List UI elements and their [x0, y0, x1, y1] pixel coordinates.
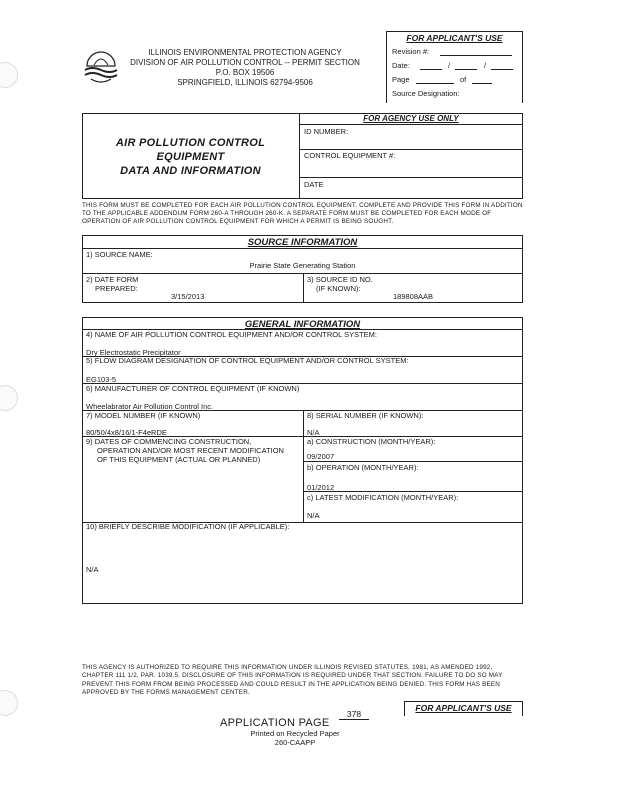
form-title-line1: AIR POLLUTION CONTROL: [115, 137, 266, 149]
footer-line1: THIS AGENCY IS AUTHORIZED TO REQUIRE THIS INFORMATION UNDER ILLINOIS REVISED STATUTES, 1981, AS AMENDED 1992,: [82, 664, 493, 671]
binder-hole: [0, 62, 18, 88]
form-title-line2: EQUIPMENT: [156, 151, 225, 163]
q9a-label: a) CONSTRUCTION (MONTH/YEAR):: [307, 437, 436, 446]
applicant-use-box-bottom: [404, 701, 523, 716]
agency-division: DIVISION OF AIR POLLUTION CONTROL -- PERMIT SECTION: [130, 58, 360, 67]
footer-line4: APPROVED BY THE FORMS MANAGEMENT CENTER.: [82, 688, 250, 696]
q10-value[interactable]: N/A: [86, 565, 99, 574]
agency-header: [120, 48, 370, 88]
binder-hole: [0, 385, 18, 411]
date-month-field[interactable]: [420, 69, 442, 70]
q5-label: 5) FLOW DIAGRAM DESIGNATION OF CONTROL EQUIPMENT AND/OR CONTROL SYSTEM:: [86, 356, 409, 365]
page-label: Page: [392, 75, 410, 84]
instructions-line3: OPERATION OF AIR POLLUTION CONTROL EQUIPMENT FOR WHICH A PERMIT IS BEING SOUGHT.: [82, 218, 394, 225]
q9a-value[interactable]: 09/2007: [307, 452, 335, 461]
date-year-field[interactable]: [491, 69, 513, 70]
source-id-label: 3) SOURCE ID NO.: [307, 275, 373, 284]
date-label: Date:: [392, 61, 410, 70]
source-designation-label: Source Designation:: [392, 89, 460, 98]
instructions-line1: THIS FORM MUST BE COMPLETED FOR EACH AIR POLLUTION CONTROL EQUIPMENT. COMPLETE AND PROVIDE THIS FORM IN ADDITION: [82, 202, 523, 209]
applicant-use-bottom-title: FOR APPLICANT'S USE: [415, 703, 512, 713]
source-info-title: SOURCE INFORMATION: [247, 237, 358, 248]
agency-date-label: DATE: [304, 180, 324, 189]
revision-field[interactable]: [440, 55, 512, 56]
q9b-label: b) OPERATION (MONTH/YEAR):: [307, 463, 419, 472]
agency-pobox: P.O. BOX 19506: [215, 68, 275, 77]
q8-label: 8) SERIAL NUMBER (IF KNOWN):: [307, 411, 424, 420]
q4-value[interactable]: Dry Electrostatic Precipitator: [86, 348, 181, 357]
q9-label: [86, 437, 284, 464]
q9c-value[interactable]: N/A: [307, 511, 320, 520]
page-number-field[interactable]: [416, 83, 454, 84]
instructions: [82, 202, 527, 226]
agency-city: SPRINGFIELD, ILLINOIS 62794-9506: [177, 78, 313, 87]
instructions-line2: TO THE APPLICABLE ADDENDUM FORM 260-A THROUGH 260-K. A SEPARATE FORM MUST BE COMPLETED FOR EACH MODE OF: [82, 210, 492, 217]
agency-use-title: FOR AGENCY USE ONLY: [363, 114, 459, 123]
application-page-number[interactable]: 378: [339, 709, 369, 720]
form-title-line3: DATA AND INFORMATION: [120, 165, 261, 177]
application-page-label: APPLICATION PAGE: [220, 717, 330, 729]
revision-row: [392, 47, 522, 56]
q5-value[interactable]: EG103-5: [86, 375, 117, 384]
q6-value[interactable]: Wheelabrator Air Pollution Control Inc.: [86, 402, 214, 411]
general-info-section: [82, 317, 523, 604]
q7-value[interactable]: 80/50/4x8/16/1-F4eRDE: [86, 428, 167, 437]
general-info-title: GENERAL INFORMATION: [244, 319, 361, 330]
q9b-value[interactable]: 01/2012: [307, 483, 335, 492]
date-row: [392, 61, 522, 70]
source-name-label: 1) SOURCE NAME:: [86, 250, 153, 259]
source-id-label2: (IF KNOWN):: [316, 284, 361, 293]
agency-name: ILLINOIS ENVIRONMENTAL PROTECTION AGENCY: [148, 48, 342, 57]
date-prepared-label2: PREPARED:: [95, 284, 138, 293]
title-box: [82, 113, 523, 199]
agency-logo-icon: [83, 50, 119, 86]
date-prepared-label: 2) DATE FORM: [86, 275, 139, 284]
date-prepared-value[interactable]: 3/15/2013: [171, 292, 205, 301]
q9-label-line1: 9) DATES OF COMMENCING CONSTRUCTION,: [86, 437, 252, 446]
binder-hole: [0, 690, 18, 716]
form-code: 260-CAAPP: [274, 738, 316, 747]
control-equipment-label: CONTROL EQUIPMENT #:: [304, 151, 396, 160]
q10-label: 10) BRIEFLY DESCRIBE MODIFICATION (IF APPLICABLE):: [86, 522, 290, 531]
source-info-section: [82, 235, 523, 303]
q9-label-line3: OF THIS EQUIPMENT (ACTUAL OR PLANNED): [97, 455, 261, 464]
agency-logo: [83, 50, 119, 86]
date-day-field[interactable]: [455, 69, 477, 70]
form-title: [83, 136, 298, 178]
date-sep: /: [484, 61, 487, 70]
footer-statute: [82, 664, 527, 697]
printed-on-recycled: Printed on Recycled Paper: [250, 729, 340, 738]
source-name-value[interactable]: Prairie State Generating Station: [249, 261, 356, 270]
source-id-value[interactable]: 189808AAB: [393, 292, 434, 301]
footer-line3: PREVENT THIS FORM FROM BEING PROCESSED AND COULD RESULT IN THE APPLICATION BEING DENIED. THIS FORM HAS BEEN: [82, 680, 501, 688]
q9-label-line2: OPERATION AND/OR MOST RECENT MODIFICATION: [97, 446, 284, 455]
date-sep: /: [448, 61, 451, 70]
page-row: [392, 75, 522, 84]
revision-label: Revision #:: [392, 47, 430, 56]
id-number-label: ID NUMBER:: [304, 127, 349, 136]
page-total-field[interactable]: [472, 83, 492, 84]
q4-label: 4) NAME OF AIR POLLUTION CONTROL EQUIPMENT AND/OR CONTROL SYSTEM:: [86, 330, 378, 339]
applicant-use-box: [386, 31, 523, 103]
q8-value[interactable]: N/A: [307, 428, 320, 437]
of-label: of: [460, 75, 467, 84]
q6-label: 6) MANUFACTURER OF CONTROL EQUIPMENT (IF KNOWN): [86, 384, 300, 393]
applicant-use-title: FOR APPLICANT'S USE: [406, 33, 503, 43]
q9c-label: c) LATEST MODIFICATION (MONTH/YEAR):: [307, 493, 459, 502]
footer-line2: CHAPTER 111 1/2, PAR. 1039.5. DISCLOSURE OF THIS INFORMATION IS REQUIRED UNDER THAT SECTION. FAILURE TO DO SO MAY: [82, 672, 503, 680]
q7-label: 7) MODEL NUMBER (IF KNOWN): [86, 411, 201, 420]
